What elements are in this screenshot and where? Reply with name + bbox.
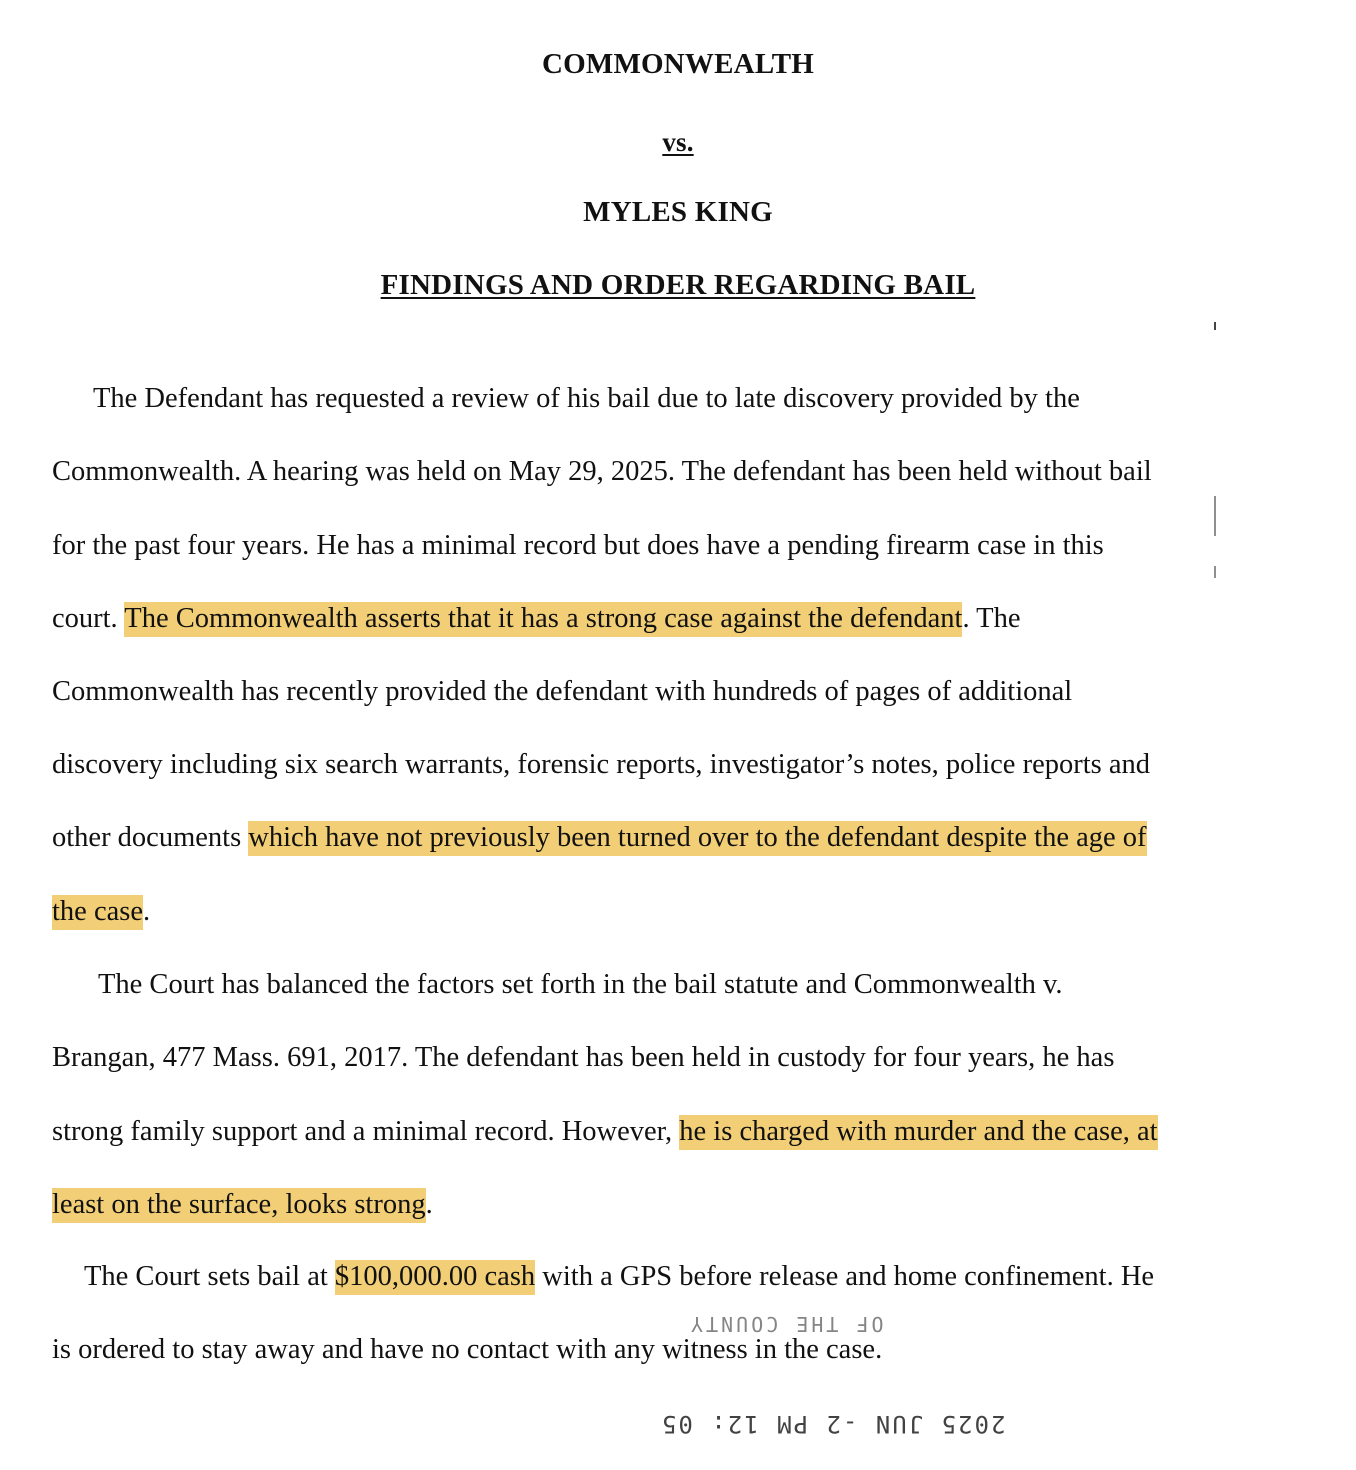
highlighted-bail-amount: $100,000.00 cash [335,1260,535,1295]
paragraph-1-line-5: Commonwealth has recently provided the defendant with hundreds of pages of additional [52,676,1073,707]
text-run: with a GPS before release and home confinement. He [535,1261,1155,1292]
paragraph-1-line-4 [52,599,1020,639]
highlighted-text: which have not previously been turned over to the defendant despite the age of [248,821,1146,856]
paragraph-1-line-2: Commonwealth. A hearing was held on May 29, 2025. The defendant has been held without bail [52,456,1152,487]
highlighted-text: the case [52,895,143,930]
paragraph-2-line-4 [52,1185,433,1225]
highlighted-text: least on the surface, looks strong [52,1188,426,1223]
paragraph-3-line-1 [84,1257,1154,1297]
highlighted-text: The Commonwealth asserts that it has a strong case against the defendant [124,602,962,637]
paragraph-3-line-2: is ordered to stay away and have no contact with any witness in the case. [52,1334,883,1365]
paragraph-2-line-1: The Court has balanced the factors set forth in the bail statute and Commonwealth v. [98,969,1063,1000]
highlighted-text: he is charged with murder and the case, at [679,1115,1157,1150]
party-defendant: MYLES KING [583,196,773,228]
margin-mark [1214,322,1216,330]
text-run: other documents [52,822,249,853]
paragraph-1-line-8 [52,892,150,932]
document-title: FINDINGS AND ORDER REGARDING BAIL [380,269,976,301]
text-run: court. [52,603,125,634]
paragraph-1-line-1: The Defendant has requested a review of his bail due to late discovery provided by the [93,383,1080,414]
paragraph-1-line-6: discovery including six search warrants, forensic reports, investigator’s notes, police reports and [52,749,1151,780]
text-run: strong family support and a minimal record. However, [52,1116,680,1147]
clerk-stamp-date: 2025 JUN -2 PM 12: 05 [660,1410,1006,1438]
margin-mark [1214,566,1216,578]
paragraph-2-line-3 [52,1112,1158,1152]
text-run: . [142,896,151,927]
margin-mark [1214,496,1216,536]
text-run: The Court sets bail at [84,1261,335,1292]
text-run: . [425,1189,433,1220]
paragraph-2-line-2: Brangan, 477 Mass. 691, 2017. The defendant has been held in custody for four years, he has [52,1042,1115,1073]
paragraph-1-line-7 [52,818,1147,858]
versus-label: vs. [662,127,694,157]
text-run: . The [962,603,1021,634]
party-commonwealth: COMMONWEALTH [541,48,814,80]
paragraph-1-line-3: for the past four years. He has a minimal record but does have a pending firearm case in this [52,530,1104,561]
clerk-stamp-county: OF THE COUNTY [688,1312,884,1336]
